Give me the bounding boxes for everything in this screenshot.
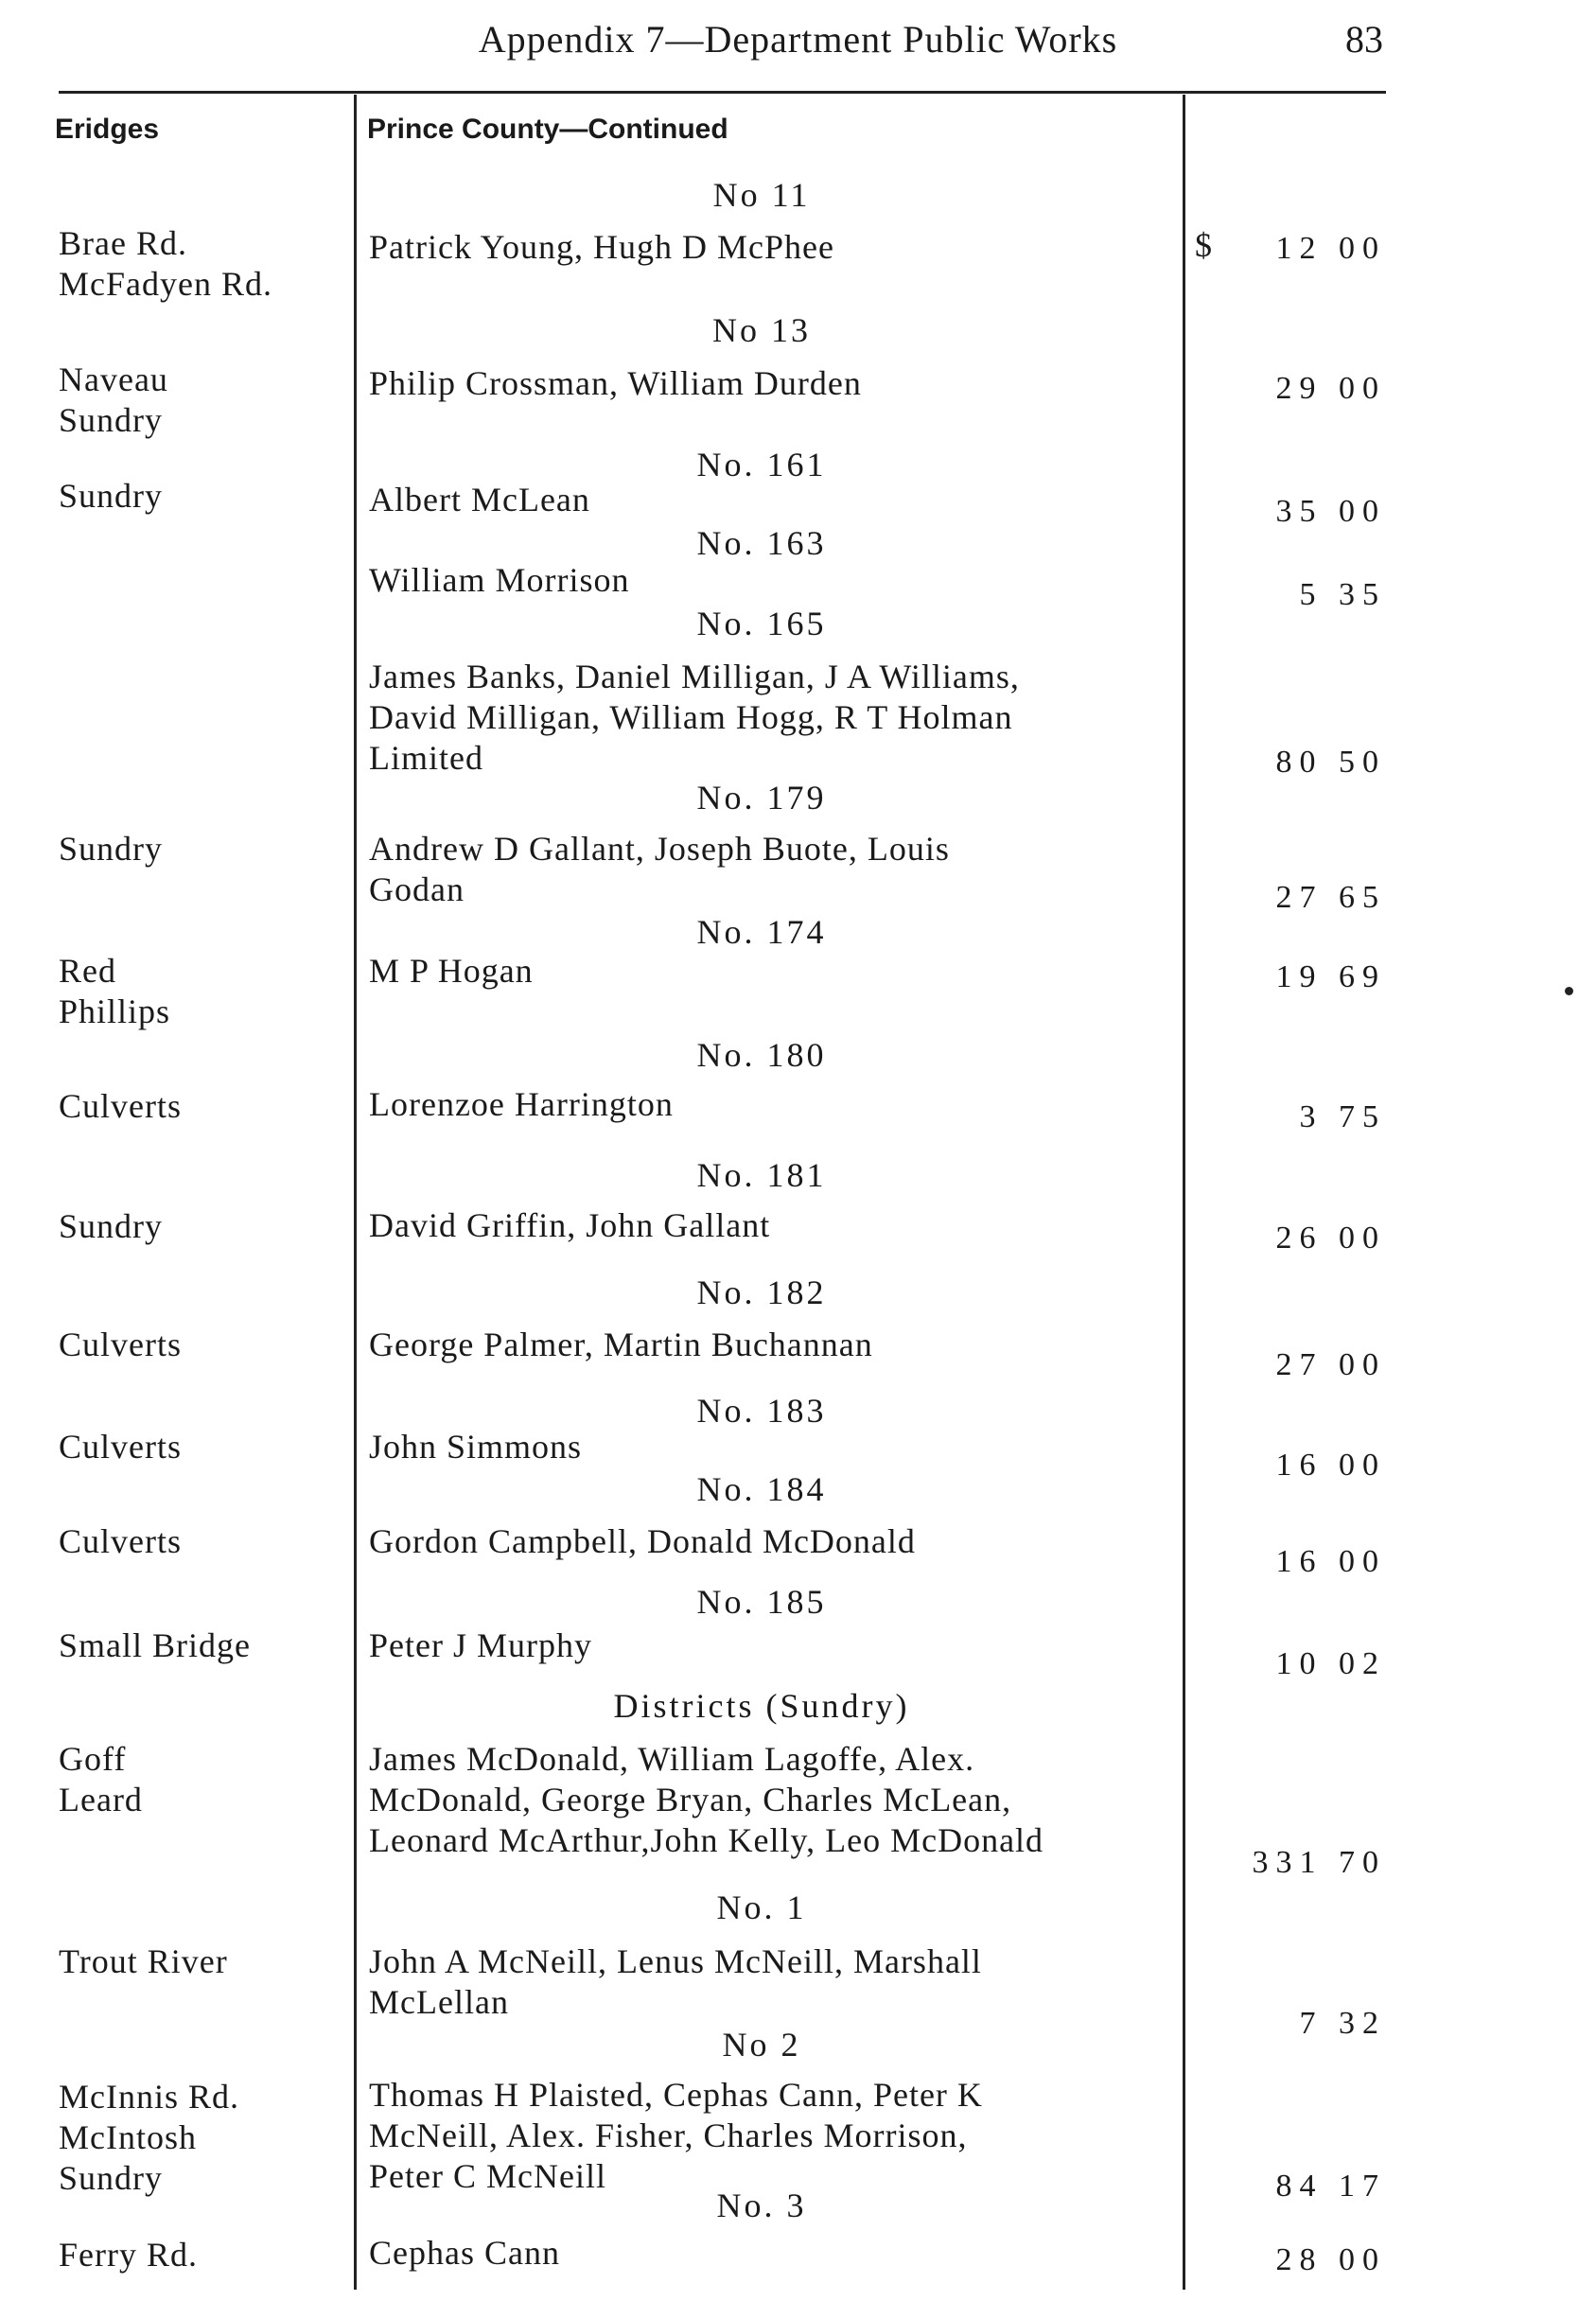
entry-description: M P Hogan — [369, 952, 534, 990]
entry-number: No. 179 — [696, 779, 827, 817]
entry-location: Small Bridge — [59, 1626, 251, 1664]
entry-amount: 5 35 — [1299, 577, 1386, 612]
entry-description: Peter J Murphy — [369, 1626, 592, 1664]
entry-location: Brae Rd. McFadyen Rd. — [59, 224, 272, 303]
entry-description: Patrick Young, Hugh D McPhee — [369, 228, 834, 266]
entry-location: McInnis Rd. McIntosh Sundry — [59, 2078, 239, 2197]
scan-speck — [1565, 987, 1573, 995]
entry-number: No. 161 — [696, 446, 827, 483]
entry-description: David Griffin, John Gallant — [369, 1206, 771, 1244]
entry-description: James Banks, Daniel Milligan, J A Williams, David Milligan, William Hogg, R T Holman Limited — [369, 658, 1020, 777]
column-label-left: Eridges — [55, 114, 160, 145]
entry-amount: 35 00 — [1275, 494, 1386, 529]
entry-description: Thomas H Plaisted, Cephas Cann, Peter K McNeill, Alex. Fisher, Charles Morrison, Peter C McNeill — [369, 2076, 983, 2195]
entry-description: George Palmer, Martin Buchannan — [369, 1326, 873, 1363]
entry-amount: 29 00 — [1275, 371, 1386, 406]
entry-description: Gordon Campbell, Donald McDonald — [369, 1522, 916, 1560]
entry-amount: 26 00 — [1275, 1221, 1386, 1256]
entry-amount: 27 00 — [1275, 1347, 1386, 1382]
entry-number: No. 184 — [696, 1470, 827, 1508]
entry-number: No. 182 — [696, 1273, 827, 1311]
entry-amount: 16 00 — [1275, 1448, 1386, 1483]
entry-amount: 331 70 — [1252, 1845, 1386, 1880]
entry-amount: 19 69 — [1275, 959, 1386, 994]
entry-location: Culverts — [59, 1326, 182, 1363]
entry-number: No. 163 — [696, 524, 827, 562]
entry-amount: 84 17 — [1275, 2169, 1386, 2204]
entry-location: Trout River — [59, 1942, 228, 1980]
column-divider-left — [354, 95, 357, 2290]
entry-amount: 27 65 — [1275, 880, 1386, 915]
entry-description: William Morrison — [369, 561, 630, 599]
page-number: 83 — [1345, 18, 1383, 61]
column-label-middle: Prince County—Continued — [367, 114, 728, 145]
entry-amount: 3 75 — [1299, 1099, 1386, 1134]
entry-description: Cephas Cann — [369, 2234, 560, 2272]
entry-amount: 12 00 — [1275, 231, 1386, 266]
page-title: Appendix 7—Department Public Works — [478, 18, 1118, 61]
entry-description: Andrew D Gallant, Joseph Buote, Louis Godan — [369, 830, 950, 908]
entry-location: Naveau Sundry — [59, 360, 168, 439]
entry-location: Culverts — [59, 1087, 182, 1125]
entry-location: Culverts — [59, 1428, 182, 1466]
entry-amount: 10 02 — [1275, 1646, 1386, 1681]
entry-number: No. 165 — [696, 605, 827, 642]
entry-description: John Simmons — [369, 1428, 583, 1466]
column-divider-right — [1183, 95, 1185, 2290]
entry-number: No 11 — [712, 176, 811, 214]
entry-description: James McDonald, William Lagoffe, Alex. McDonald, George Bryan, Charles McLean, Leonard McArthur,John Kelly, Leo McDonald — [369, 1740, 1044, 1859]
entry-number: No. 181 — [696, 1156, 827, 1194]
entry-number: No. 180 — [696, 1036, 827, 1074]
currency-symbol: $ — [1195, 226, 1212, 264]
entry-description: John A McNeill, Lenus McNeill, Marshall McLellan — [369, 1942, 982, 2021]
entry-number: Districts (Sundry) — [613, 1687, 910, 1725]
entry-location: Goff Leard — [59, 1740, 143, 1818]
entry-number: No. 174 — [696, 913, 827, 951]
entry-location: Culverts — [59, 1522, 182, 1560]
entry-location: Sundry — [59, 477, 164, 515]
entry-description: Lorenzoe Harrington — [369, 1085, 674, 1123]
entry-number: No. 3 — [716, 2187, 807, 2224]
entry-number: No. 183 — [696, 1392, 827, 1430]
entry-description: Albert McLean — [369, 481, 590, 518]
entry-amount: 28 00 — [1275, 2242, 1386, 2277]
entry-location: Sundry — [59, 1207, 164, 1245]
entry-amount: 80 50 — [1275, 745, 1386, 780]
entry-location: Ferry Rd. — [59, 2236, 198, 2274]
entry-number: No 2 — [722, 2026, 801, 2064]
entry-amount: 16 00 — [1275, 1544, 1386, 1579]
entry-amount: 7 32 — [1299, 2006, 1386, 2041]
entry-location: Sundry — [59, 830, 164, 868]
entry-number: No. 1 — [716, 1888, 807, 1926]
entry-number: No 13 — [712, 311, 811, 349]
entry-location: Red Phillips — [59, 952, 171, 1030]
entry-description: Philip Crossman, William Durden — [369, 364, 862, 402]
header-rule — [59, 91, 1386, 94]
entry-number: No. 185 — [696, 1583, 827, 1621]
